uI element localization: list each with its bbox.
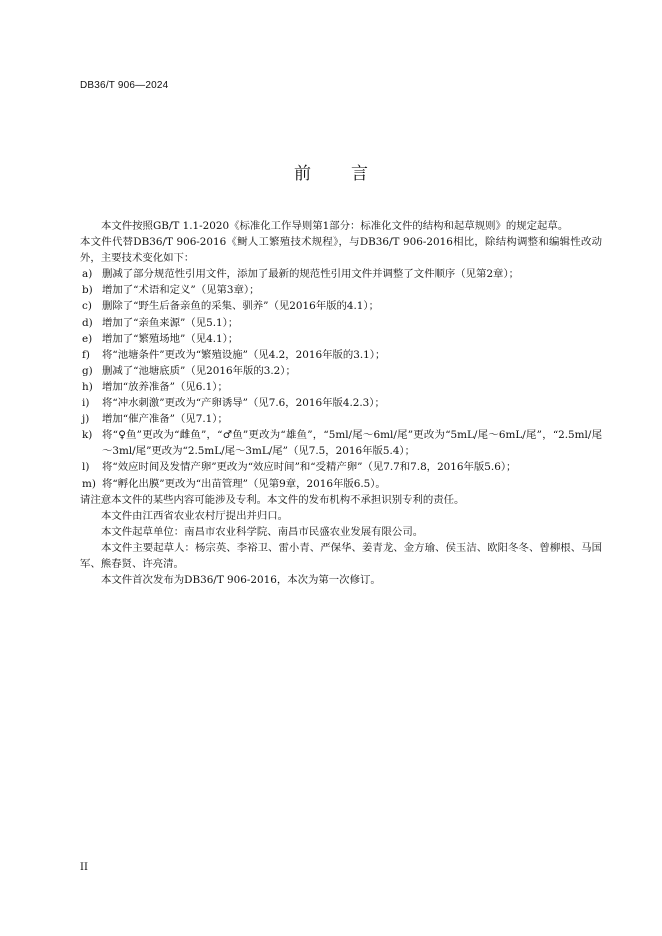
page-number: II xyxy=(80,862,88,873)
list-item-text: 将“♀鱼”更改为“雌鱼”，“♂鱼”更改为“雄鱼”，“5ml/尾～6ml/尾”更改为“5mL/尾～6mL/尾”，“2.5ml/尾～3ml/尾”更改为“2.5mL/尾～3mL/尾”（见7.5，2016年版5.4）； xyxy=(102,429,602,458)
list-item xyxy=(80,298,602,314)
list-item-label: e) xyxy=(82,332,93,345)
list-item-text: 增加了“繁殖场地”（见4.1）； xyxy=(102,332,239,345)
paragraph-drafting-rules: 本文件按照GB/T 1.1-2020《标准化工作导则第1部分：标准化文件的结构和起草规则》的规定起草。 xyxy=(101,220,569,232)
list-item-text: 增加了“亲鱼来源”（见5.1）； xyxy=(102,316,239,329)
list-item-label: l) xyxy=(82,461,90,474)
list-item-label: i) xyxy=(82,397,90,410)
list-item-text: 将“冲水刺激”更改为“产卵诱导”（见7.6，2016年版4.2.3）； xyxy=(102,397,385,410)
list-item-text: 增加了“术语和定义”（见第3章）； xyxy=(102,284,260,297)
list-item-text: 将“池塘条件”更改为“繁殖设施”（见4.2，2016年版的3.1）； xyxy=(102,348,386,361)
list-item-label: h) xyxy=(82,380,93,393)
document-code: DB36/T 906—2024 xyxy=(80,80,169,91)
list-item-text: 增加“放养准备”（见6.1）； xyxy=(102,380,228,393)
list-item-text: 删减了“池塘底质”（见2016年版的3.2）； xyxy=(102,364,296,377)
list-item-label: j) xyxy=(82,413,90,426)
list-item-text: 删减了部分规范性引用文件，添加了最新的规范性引用文件并调整了文件顺序（见第2章）； xyxy=(102,268,520,281)
list-item xyxy=(80,282,602,298)
list-item-label: d) xyxy=(82,316,93,329)
list-item xyxy=(80,347,602,363)
proposer-statement: 本文件由江西省农业农村厅提出并归口。 xyxy=(101,509,289,522)
list-item-label: c) xyxy=(82,300,92,313)
page-title xyxy=(0,159,662,184)
list-item xyxy=(80,476,602,492)
list-item xyxy=(80,395,602,411)
list-item-text: 将“孵化出膜”更改为“出苗管理”（见第9章，2016年版6.5）。 xyxy=(102,477,386,490)
list-item xyxy=(80,427,602,459)
list-item xyxy=(80,315,602,331)
list-item xyxy=(80,459,602,475)
list-item xyxy=(80,363,602,379)
title-char-1: 前 xyxy=(294,164,311,184)
list-item-label: b) xyxy=(82,284,93,297)
drafting-units: 本文件起草单位：南昌市农业科学院、南昌市民盛农业发展有限公司。 xyxy=(101,525,424,538)
list-item-label: f) xyxy=(82,348,90,361)
list-item xyxy=(80,266,602,282)
list-item-text: 删除了“野生后备亲鱼的采集、驯养”（见2016年版的4.1）； xyxy=(102,300,379,313)
list-item-text: 将“效应时间及发情产卵”更改为“效应时间”和“受精产卵”（见7.7和7.8，2016年版5.6）； xyxy=(102,461,517,474)
list-item-text: 增加“催产准备”（见7.1）； xyxy=(102,413,228,426)
foreword-body xyxy=(80,218,602,588)
list-item-label: m) xyxy=(82,477,96,490)
list-item xyxy=(80,379,602,395)
main-drafters: 本文件主要起草人：杨宗英、李裕卫、雷小青、严保华、姜青龙、金方瑜、侯玉洁、欧阳冬冬、曾柳根、马国军、熊春贤、许亮清。 xyxy=(80,541,602,570)
list-item-label: g) xyxy=(82,364,93,377)
title-char-2: 言 xyxy=(351,164,368,184)
list-item xyxy=(80,331,602,347)
publication-history: 本文件首次发布为DB36/T 906-2016，本次为第一次修订。 xyxy=(101,574,381,587)
paragraph-replacement: 本文件代替DB36/T 906-2016《鲥人工繁殖技术规程》，与DB36/T 906-2016相比，除结构调整和编辑性改动外，主要技术变化如下： xyxy=(80,236,602,265)
change-list xyxy=(80,266,602,491)
list-item-label: a) xyxy=(82,268,93,281)
patent-notice: 请注意本文件的某些内容可能涉及专利。本文件的发布机构不承担识别专利的责任。 xyxy=(80,493,465,506)
list-item xyxy=(80,411,602,427)
list-item-label: k) xyxy=(82,429,93,442)
